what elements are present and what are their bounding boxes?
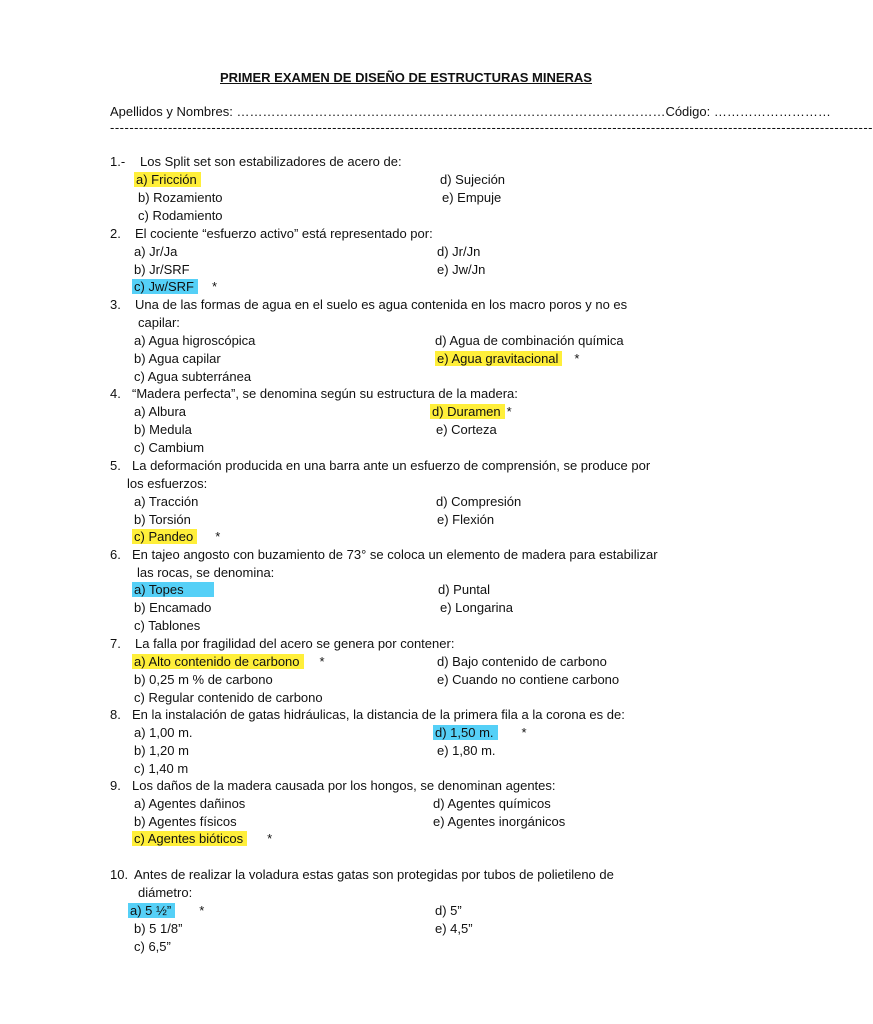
question-5-text: La deformación producida en una barra ante un esfuerzo de comprensión, se produce por — [132, 458, 651, 473]
q4-option-d-label: d) Duramen — [430, 404, 505, 419]
q1-option-e: e) Empuje — [442, 190, 502, 205]
question-4-text: “Madera perfecta”, se denomina según su estructura de la madera: — [132, 386, 518, 401]
q4-option-d — [430, 404, 512, 420]
q8-option-d-label: d) 1,50 m. — [433, 725, 498, 740]
q7-option-d: d) Bajo contenido de carbono — [437, 654, 607, 669]
q2-option-c-label: c) Jw/SRF — [132, 279, 198, 294]
question-7-text: La falla por fragilidad del acero se genera por contener: — [135, 636, 455, 651]
question-1-text: Los Split set son estabilizadores de acero de: — [140, 154, 402, 169]
q7-option-a — [132, 654, 325, 670]
q5-option-e: e) Flexión — [437, 512, 495, 527]
q2-option-a: a) Jr/Ja — [134, 244, 178, 259]
q8-option-b: b) 1,20 m — [134, 743, 189, 758]
q10-option-d: d) 5” — [435, 903, 462, 918]
q7-answer-asterisk: * — [319, 654, 325, 669]
q1-option-a-label: a) Fricción — [134, 172, 201, 187]
q9-option-c — [132, 831, 272, 847]
q8-option-e: e) 1,80 m. — [437, 743, 496, 758]
q3-option-e-label: e) Agua gravitacional — [435, 351, 562, 366]
question-7-number: 7. — [110, 636, 121, 651]
q2-answer-asterisk: * — [211, 279, 218, 294]
q9-answer-asterisk: * — [267, 831, 273, 846]
q7-option-b: b) 0,25 m % de carbono — [134, 672, 273, 687]
q10-option-a-label: a) 5 ½” — [128, 903, 175, 918]
q7-option-c: c) Regular contenido de carbono — [134, 690, 323, 705]
q4-option-c: c) Cambium — [134, 440, 205, 455]
q5-option-c — [132, 529, 220, 545]
q9-option-d: d) Agentes químicos — [433, 796, 551, 811]
q3-option-c: c) Agua subterránea — [134, 369, 252, 384]
q1-option-b: b) Rozamiento — [138, 190, 223, 205]
question-3-text: Una de las formas de agua en el suelo es agua contenida en los macro poros y no es — [135, 297, 628, 312]
question-10-number: 10. — [110, 867, 129, 882]
q1-option-d: d) Sujeción — [440, 172, 506, 187]
q8-option-c: c) 1,40 m — [134, 761, 189, 776]
q10-option-b: b) 5 1/8” — [134, 921, 183, 936]
q4-answer-asterisk: * — [506, 404, 512, 419]
q6-option-e: e) Longarina — [440, 600, 513, 615]
question-3-text-cont: capilar: — [138, 315, 180, 330]
q6-option-a-label: a) Topes — [132, 582, 214, 597]
q6-option-d: d) Puntal — [438, 582, 491, 597]
q4-option-e: e) Corteza — [436, 422, 497, 437]
q9-option-b: b) Agentes físicos — [134, 814, 237, 829]
q10-answer-asterisk: * — [199, 903, 205, 918]
question-1-number: 1.- — [110, 154, 126, 169]
question-3-number: 3. — [110, 297, 121, 312]
q8-option-a: a) 1,00 m. — [134, 725, 193, 740]
question-5-text-cont: los esfuerzos: — [127, 476, 208, 491]
q6-option-a — [132, 582, 214, 598]
q3-option-b: b) Agua capilar — [134, 351, 221, 366]
q2-option-d: d) Jr/Jn — [437, 244, 481, 259]
q3-answer-asterisk: * — [574, 351, 580, 366]
question-9-number: 9. — [110, 778, 121, 793]
q5-option-c-label: c) Pandeo — [132, 529, 197, 544]
q6-option-c: c) Tablones — [134, 618, 201, 633]
question-8-number: 8. — [110, 707, 121, 722]
separator-line: -------------------------------------------------------------------------------------------------------------------------------------------------------------- — [110, 120, 873, 135]
question-5-number: 5. — [110, 458, 121, 473]
q10-option-a — [128, 903, 204, 919]
q9-option-c-label: c) Agentes bióticos — [132, 831, 247, 846]
q1-option-c: c) Rodamiento — [138, 208, 223, 223]
q2-option-b: b) Jr/SRF — [134, 262, 190, 277]
q5-option-d: d) Compresión — [436, 494, 522, 509]
q3-option-e — [435, 351, 579, 367]
name-code-line: Apellidos y Nombres: ………………………………………………………………………………………Código: ……………………… — [110, 104, 831, 119]
q7-option-a-label: a) Alto contenido de carbono — [132, 654, 304, 669]
q10-option-c: c) 6,5” — [134, 939, 171, 954]
question-2-text: El cociente “esfuerzo activo” está representado por: — [135, 226, 433, 241]
q3-option-a: a) Agua higroscópica — [134, 333, 256, 348]
q4-option-a: a) Albura — [134, 404, 187, 419]
exam-title: PRIMER EXAMEN DE DISEÑO DE ESTRUCTURAS MINERAS — [220, 70, 592, 85]
question-4-number: 4. — [110, 386, 121, 401]
q5-option-b: b) Torsión — [134, 512, 191, 527]
question-9-text: Los daños de la madera causada por los hongos, se denominan agentes: — [132, 778, 556, 793]
question-10-text-cont: diámetro: — [138, 885, 193, 900]
q5-answer-asterisk: * — [215, 529, 221, 544]
q6-option-b: b) Encamado — [134, 600, 212, 615]
q10-option-e: e) 4,5” — [435, 921, 473, 936]
q2-option-e: e) Jw/Jn — [437, 262, 486, 277]
question-6-number: 6. — [110, 547, 121, 562]
q1-option-a — [134, 172, 201, 188]
q8-option-d — [433, 725, 527, 741]
q8-answer-asterisk: * — [521, 725, 527, 740]
q4-option-b: b) Medula — [134, 422, 192, 437]
q9-option-a: a) Agentes dañinos — [134, 796, 246, 811]
q2-option-c — [132, 279, 217, 295]
question-10-text: Antes de realizar la voladura estas gatas son protegidas por tubos de polietileno de — [134, 867, 614, 882]
q3-option-d: d) Agua de combinación química — [435, 333, 624, 348]
question-2-number: 2. — [110, 226, 121, 241]
question-8-text: En la instalación de gatas hidráulicas, la distancia de la primera fila a la corona es de: — [132, 707, 625, 722]
q7-option-e: e) Cuando no contiene carbono — [437, 672, 620, 687]
q5-option-a: a) Tracción — [134, 494, 199, 509]
q9-option-e: e) Agentes inorgánicos — [433, 814, 566, 829]
question-6-text: En tajeo angosto con buzamiento de 73° se coloca un elemento de madera para estabilizar — [132, 547, 658, 562]
question-6-text-cont: las rocas, se denomina: — [137, 565, 275, 580]
